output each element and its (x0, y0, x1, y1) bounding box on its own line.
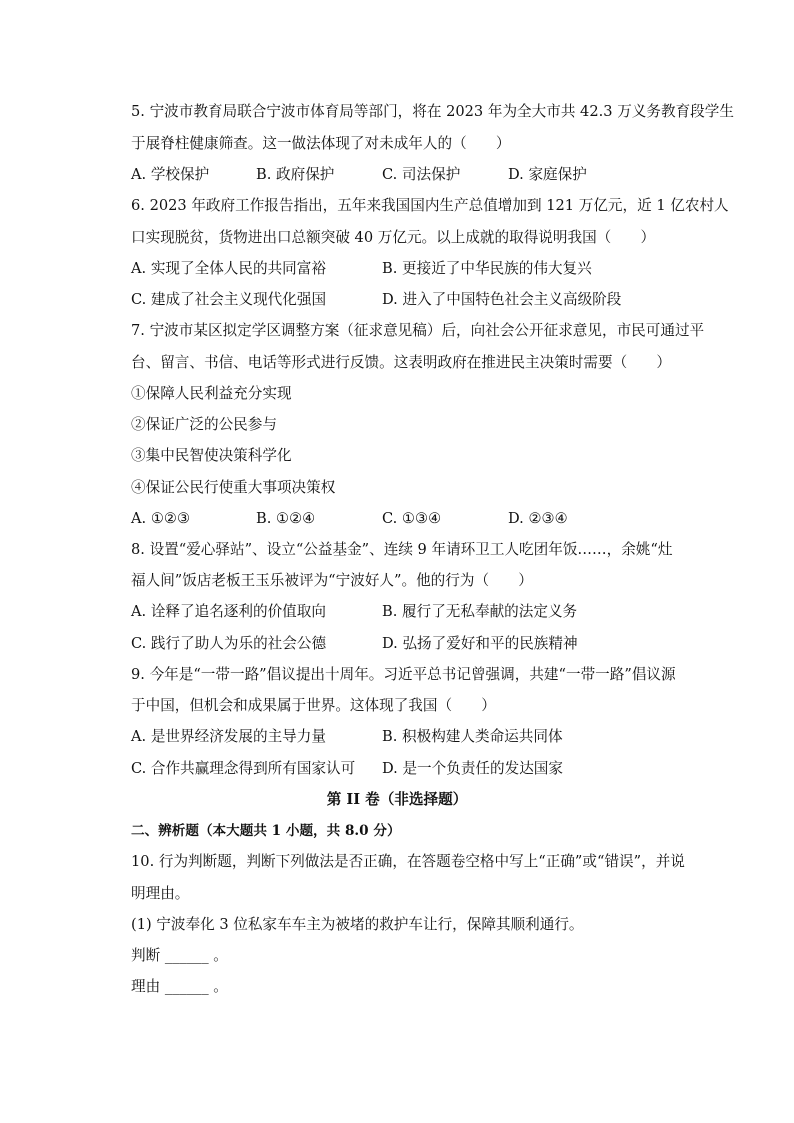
q8-option-b: B. 履行了无私奉献的法定义务 (382, 603, 578, 620)
q8-line1: 8. 设置“爱心驿站”、设立“公益基金”、连续 9 年请环卫工人吃团年饭……，余姚“灶 (131, 541, 673, 558)
q7-option-b: B. ①②④ (256, 510, 316, 527)
q9-option-a: A. 是世界经济发展的主导力量 (131, 728, 326, 745)
q6-option-b: B. 更接近了中华民族的伟大复兴 (382, 260, 592, 277)
q7-line1: 7. 宁波市某区拟定学区调整方案（征求意见稿）后，向社会公开征求意见，市民可通过平 (131, 322, 705, 339)
q5-line2: 于展脊柱健康筛查。这一做法体现了对未成年人的（ ） (131, 135, 511, 152)
q7-option-a: A. ①②③ (131, 510, 191, 527)
q5-option-d: D. 家庭保护 (508, 166, 587, 183)
q10-line1: 10. 行为判断题，判断下列做法是否正确，在答题卷空格中写上“正确”或“错误”，并说 (131, 853, 685, 870)
q5-option-a: A. 学校保护 (131, 166, 210, 183)
judge-end-mark: 。 (213, 947, 228, 964)
reason-label: 理由 (131, 978, 161, 995)
q7-item-1: ①保障人民利益充分实现 (131, 385, 292, 402)
q9-option-c: C. 合作共赢理念得到所有国家认可 (131, 760, 356, 777)
q7-item-4: ④保证公民行使重大事项决策权 (131, 479, 336, 496)
reason-blank[interactable]: ______ (164, 978, 209, 995)
q7-option-d: D. ②③④ (508, 510, 568, 527)
section-title: 第 II 卷（非选择题） (326, 791, 468, 808)
q5-option-c: C. 司法保护 (382, 166, 461, 183)
q5-option-b: B. 政府保护 (256, 166, 335, 183)
q6-option-d: D. 进入了中国特色社会主义高级阶段 (382, 291, 622, 308)
q9-option-d: D. 是一个负责任的发达国家 (382, 760, 563, 777)
part-title: 二、辨析题（本大题共 1 小题，共 8.0 分） (131, 823, 401, 839)
q7-item-3: ③集中民智使决策科学化 (131, 447, 292, 464)
judge-blank[interactable]: ______ (164, 947, 209, 964)
q8-option-a: A. 诠释了追名逐利的价值取向 (131, 603, 326, 620)
q7-line2: 台、留言、书信、电话等形式进行反馈。这表明政府在推进民主决策时需要（ ） (131, 354, 671, 371)
judge-label: 判断 (131, 947, 161, 964)
q9-line2: 于中国，但机会和成果属于世界。这体现了我国（ ） (131, 697, 496, 714)
q6-line2: 口实现脱贫，货物进出口总额突破 40 万亿元。以上成就的取得说明我国（ ） (131, 229, 656, 246)
q8-option-c: C. 践行了助人为乐的社会公德 (131, 635, 327, 652)
q7-item-2: ②保证广泛的公民参与 (131, 416, 277, 433)
reason-row (131, 977, 228, 997)
q6-option-c: C. 建成了社会主义现代化强国 (131, 291, 327, 308)
q8-option-d: D. 弘扬了爱好和平的民族精神 (382, 635, 578, 652)
judge-row (131, 946, 228, 966)
q7-option-c: C. ①③④ (382, 510, 442, 527)
q8-line2: 福人间”饭店老板王玉乐被评为“宁波好人”。他的行为（ ） (131, 572, 533, 589)
reason-end-mark: 。 (213, 978, 228, 995)
q6-option-a: A. 实现了全体人民的共同富裕 (131, 260, 326, 277)
q9-option-b: B. 积极构建人类命运共同体 (382, 728, 563, 745)
q9-line1: 9. 今年是“一带一路”倡议提出十周年。习近平总书记曾强调，共建“一带一路”倡议源 (131, 666, 676, 683)
q10-sub1: (1) 宁波奉化 3 位私家车车主为被堵的救护车让行，保障其顺利通行。 (131, 916, 584, 933)
q6-line1: 6. 2023 年政府工作报告指出，五年来我国国内生产总值增加到 121 万亿元，近 1 亿农村人 (131, 197, 729, 214)
q5-line1: 5. 宁波市教育局联合宁波市体育局等部门，将在 2023 年为全大市共 42.3 万义务教育段学生 (131, 103, 734, 120)
q10-line2: 明理由。 (131, 885, 190, 902)
